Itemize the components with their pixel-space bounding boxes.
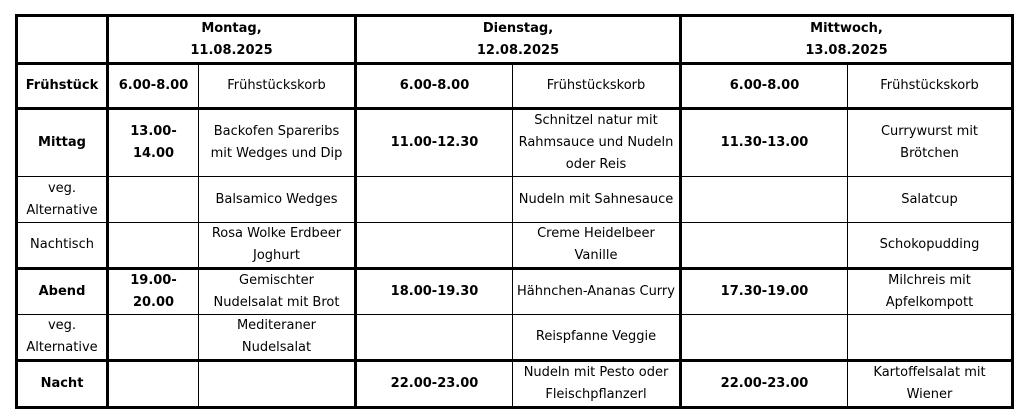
time-cell: 17.30-19.00 <box>681 269 848 315</box>
header-row <box>17 16 1013 64</box>
time-cell: 6.00-8.00 <box>356 64 513 109</box>
time-cell <box>108 361 199 408</box>
row-label-veg-alternative: veg. Alternative <box>17 315 108 361</box>
time-cell: 22.00-23.00 <box>681 361 848 408</box>
row-label-nacht: Nacht <box>17 361 108 408</box>
meal-cell: Milchreis mit Apfelkompott <box>848 269 1013 315</box>
table-row <box>17 177 1013 223</box>
meal-cell: Gemischter Nudelsalat mit Brot <box>199 269 356 315</box>
day-header-mittwoch <box>681 16 1013 64</box>
meal-schedule-table <box>15 14 1014 409</box>
row-label-abend: Abend <box>17 269 108 315</box>
time-cell: 6.00-8.00 <box>108 64 199 109</box>
table-row <box>17 361 1013 408</box>
row-label-fruehstueck: Frühstück <box>17 64 108 109</box>
meal-cell: Balsamico Wedges <box>199 177 356 223</box>
meal-cell: Nudeln mit Sahnesauce <box>513 177 681 223</box>
meal-cell: Currywurst mit Brötchen <box>848 109 1013 177</box>
meal-cell: Schnitzel natur mit Rahmsauce und Nudeln oder Reis <box>513 109 681 177</box>
meal-cell <box>848 315 1013 361</box>
day-date: 13.08.2025 <box>805 42 888 58</box>
corner-cell <box>17 16 108 64</box>
time-cell: 11.00-12.30 <box>356 109 513 177</box>
meal-cell: Frühstückskorb <box>848 64 1013 109</box>
meal-cell: Mediteraner Nudelsalat <box>199 315 356 361</box>
row-label-veg-alternative: veg. Alternative <box>17 177 108 223</box>
day-header-montag <box>108 16 356 64</box>
meal-cell: Creme Heidelbeer Vanille <box>513 223 681 269</box>
row-label-mittag: Mittag <box>17 109 108 177</box>
meal-cell: Schokopudding <box>848 223 1013 269</box>
time-cell <box>356 177 513 223</box>
time-cell <box>356 223 513 269</box>
meal-cell: Nudeln mit Pesto oder Fleischpflanzerl <box>513 361 681 408</box>
meal-cell: Salatcup <box>848 177 1013 223</box>
meal-cell: Kartoffelsalat mit Wiener <box>848 361 1013 408</box>
day-header-dienstag <box>356 16 681 64</box>
day-date: 12.08.2025 <box>476 42 560 58</box>
meal-cell: Frühstückskorb <box>199 64 356 109</box>
time-cell <box>681 223 848 269</box>
meal-cell: Frühstückskorb <box>513 64 681 109</box>
time-cell <box>356 315 513 361</box>
day-name: Dienstag, <box>482 20 554 36</box>
time-cell <box>108 223 199 269</box>
table-row <box>17 109 1013 177</box>
time-cell: 11.30-13.00 <box>681 109 848 177</box>
meal-cell: Reispfanne Veggie <box>513 315 681 361</box>
time-cell: 13.00-14.00 <box>108 109 199 177</box>
time-cell <box>681 177 848 223</box>
time-cell <box>108 315 199 361</box>
time-cell: 22.00-23.00 <box>356 361 513 408</box>
table-row <box>17 269 1013 315</box>
day-name: Mittwoch, <box>810 20 883 36</box>
meal-cell: Rosa Wolke Erdbeer Joghurt <box>199 223 356 269</box>
time-cell <box>681 315 848 361</box>
table-row <box>17 223 1013 269</box>
meal-cell: Backofen Spareribs mit Wedges und Dip <box>199 109 356 177</box>
day-name: Montag, <box>201 20 262 36</box>
table-row <box>17 315 1013 361</box>
meal-cell <box>199 361 356 408</box>
time-cell: 18.00-19.30 <box>356 269 513 315</box>
meal-cell: Hähnchen-Ananas Curry <box>513 269 681 315</box>
time-cell: 6.00-8.00 <box>681 64 848 109</box>
table-row <box>17 64 1013 109</box>
day-date: 11.08.2025 <box>190 42 273 58</box>
row-label-nachtisch: Nachtisch <box>17 223 108 269</box>
time-cell <box>108 177 199 223</box>
time-cell: 19.00-20.00 <box>108 269 199 315</box>
